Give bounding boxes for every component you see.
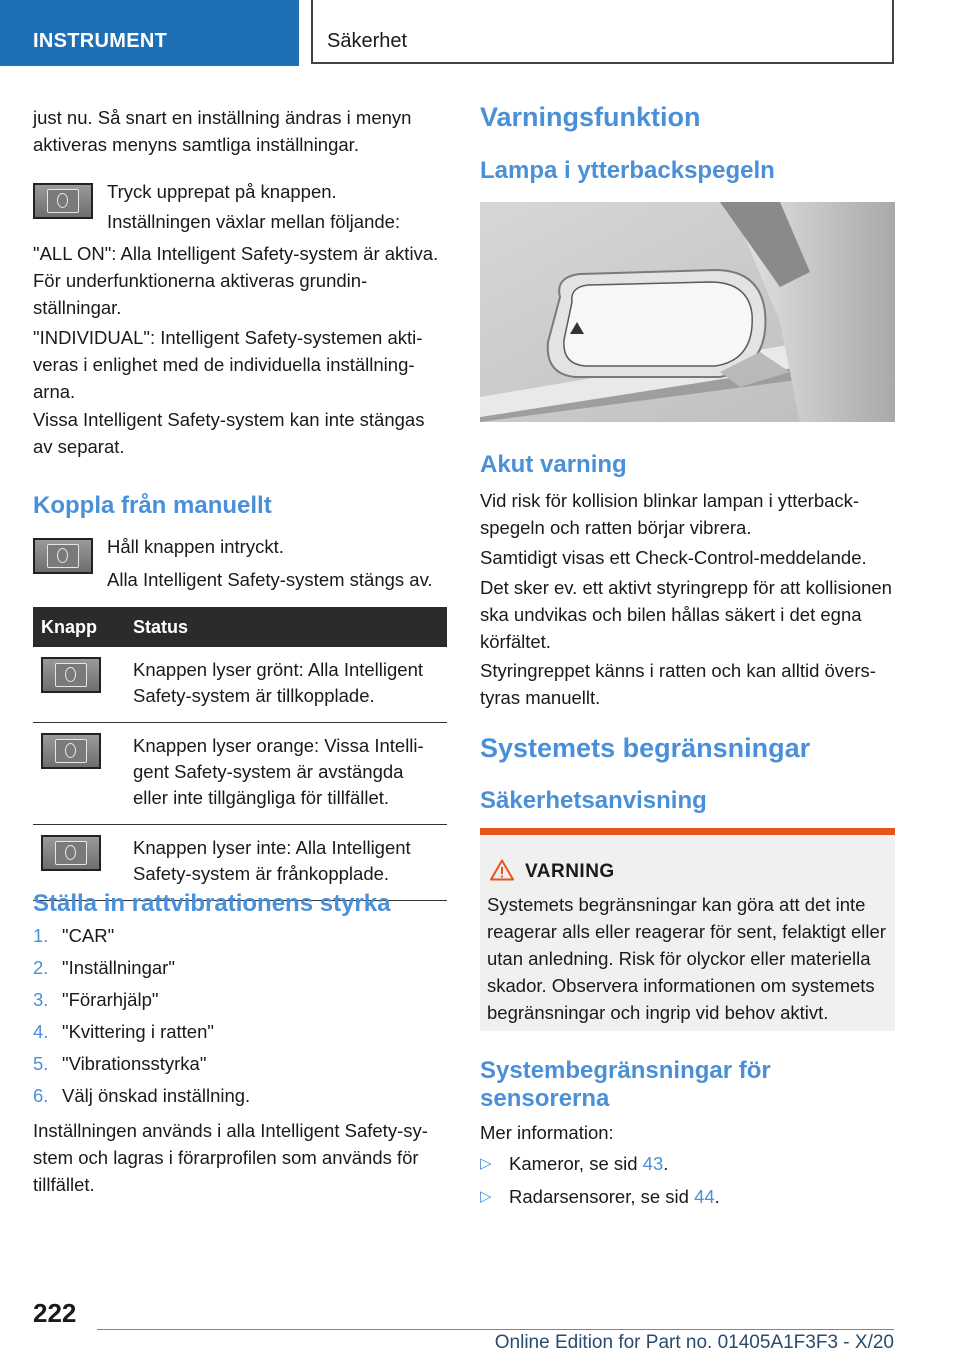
- vibration-heading: Ställa in rattvibrationens styrka: [33, 890, 391, 917]
- table-row: [33, 723, 447, 825]
- bullet-triangle-icon: ▷: [480, 1155, 492, 1172]
- warning-body: Systemets begränsningar kan göra att det inte reagerar alls eller reagerar för sent, felaktigt eller utan anledning. Risk för olyckor eller materiella skador. Observera informationen om systemets begränsningar och ingrip vid behov aktivt.: [487, 894, 886, 1023]
- list-item: ▷ Kameror, se sid 43.: [480, 1150, 720, 1183]
- table-row: [33, 647, 447, 723]
- more-info-text: Mer information:: [480, 1122, 614, 1143]
- warning-title: VARNING: [525, 861, 615, 882]
- status-table: [33, 607, 447, 901]
- section-title: INSTRUMENT: [33, 30, 168, 52]
- section-tab: [0, 0, 299, 66]
- list-item: 2. "Inställningar": [33, 957, 175, 978]
- intro-paragraph: just nu. Så snart en inställning ändras i menyn aktiveras menyns samtliga inställningar.: [33, 107, 412, 155]
- warning-box: [480, 828, 895, 1031]
- safety-button-icon: [33, 538, 93, 574]
- table-cell-status: Knappen lyser inte: Alla Intelligent Safety-system är frånkopplade.: [125, 825, 447, 901]
- limits-heading: Systemets begränsningar: [480, 733, 811, 763]
- toggles-text: Inställningen växlar mellan följande:: [107, 211, 401, 232]
- individual-paragraph: "INDIVIDUAL": Intelligent Safety-systemen aktiveras i enlighet med de individuella inställningarna.: [33, 327, 423, 402]
- list-item: 3. "Förarhjälp": [33, 989, 159, 1010]
- acute-paragraph-3: Det sker ev. ett aktivt styringrepp för att kollisionen ska undvikas och bilen hållas säkert i det egna körfältet.: [480, 577, 892, 652]
- acute-paragraph-1: Vid risk för kollision blinkar lampan i ytterbackspegeln och ratten börjar vibrera.: [480, 490, 860, 538]
- page-link[interactable]: 44: [694, 1186, 715, 1207]
- list-item: 4. "Kvittering i ratten": [33, 1021, 214, 1042]
- table-cell-status: Knappen lyser orange: Vissa Intelligent Safety-system är avstängda eller inte tillgängliga för tillfället.: [125, 723, 447, 825]
- page-link[interactable]: 43: [642, 1153, 664, 1174]
- reference-list: [480, 1150, 720, 1216]
- page-number: 222: [33, 1298, 77, 1328]
- acute-paragraph-4: Styringreppet känns i ratten och kan alltid överstyras manuellt.: [480, 660, 876, 708]
- all-on-paragraph: "ALL ON": Alla Intelligent Safety-system är aktiva. För underfunktionerna aktiveras grundinställningar.: [33, 243, 439, 318]
- safety-button-icon: [41, 835, 101, 871]
- list-item: 1. "CAR": [33, 925, 115, 946]
- all-off-text: Alla Intelligent Safety-system stängs av.: [107, 569, 433, 590]
- list-item: 6. Välj önskad inställning.: [33, 1085, 251, 1106]
- edition-text: Online Edition for Part no. 01405A1F3F3 - X/20: [494, 1332, 894, 1353]
- acute-heading: Akut varning: [480, 451, 627, 478]
- col-header-status: Status: [125, 607, 447, 647]
- hold-button-text: Håll knappen intryckt.: [107, 536, 284, 557]
- sensor-limits-heading: Systembegränsningar för sensorerna: [480, 1057, 771, 1112]
- warning-function-heading: Varningsfunktion: [480, 102, 701, 132]
- safety-button-icon: [41, 733, 101, 769]
- mirror-lamp-heading: Lampa i ytterbackspegeln: [480, 157, 775, 184]
- list-item: ▷ Radarsensorer, se sid 44.: [480, 1183, 720, 1216]
- acute-paragraph-2: Samtidigt visas ett Check-Control-meddelande.: [480, 547, 867, 568]
- bullet-triangle-icon: ▷: [480, 1188, 492, 1205]
- manual-heading: Koppla från manuellt: [33, 492, 272, 519]
- some-cannot-paragraph: Vissa Intelligent Safety-system kan inte stängas av separat.: [33, 409, 425, 457]
- steps-list: [33, 922, 447, 1114]
- list-item: 5. "Vibrationsstyrka": [33, 1053, 207, 1074]
- table-cell-status: Knappen lyser grönt: Alla Intelligent Safety-system är tillkopplade.: [125, 647, 447, 723]
- warning-triangle-icon: [490, 859, 514, 881]
- press-repeat-text: Tryck upprepat på knappen.: [107, 181, 337, 202]
- safety-note-heading: Säkerhetsanvisning: [480, 787, 707, 814]
- col-header-button: Knapp: [33, 607, 125, 647]
- closing-paragraph: Inställningen används i alla Intelligent Safety-system och lagras i förarprofilen som används för tillfället.: [33, 1120, 428, 1195]
- footer-divider: [97, 1329, 894, 1330]
- safety-button-icon: [33, 183, 93, 219]
- chapter-tab: [311, 0, 894, 64]
- side-mirror-illustration: [480, 202, 895, 422]
- safety-button-icon: [41, 657, 101, 693]
- chapter-title: Säkerhet: [327, 30, 408, 52]
